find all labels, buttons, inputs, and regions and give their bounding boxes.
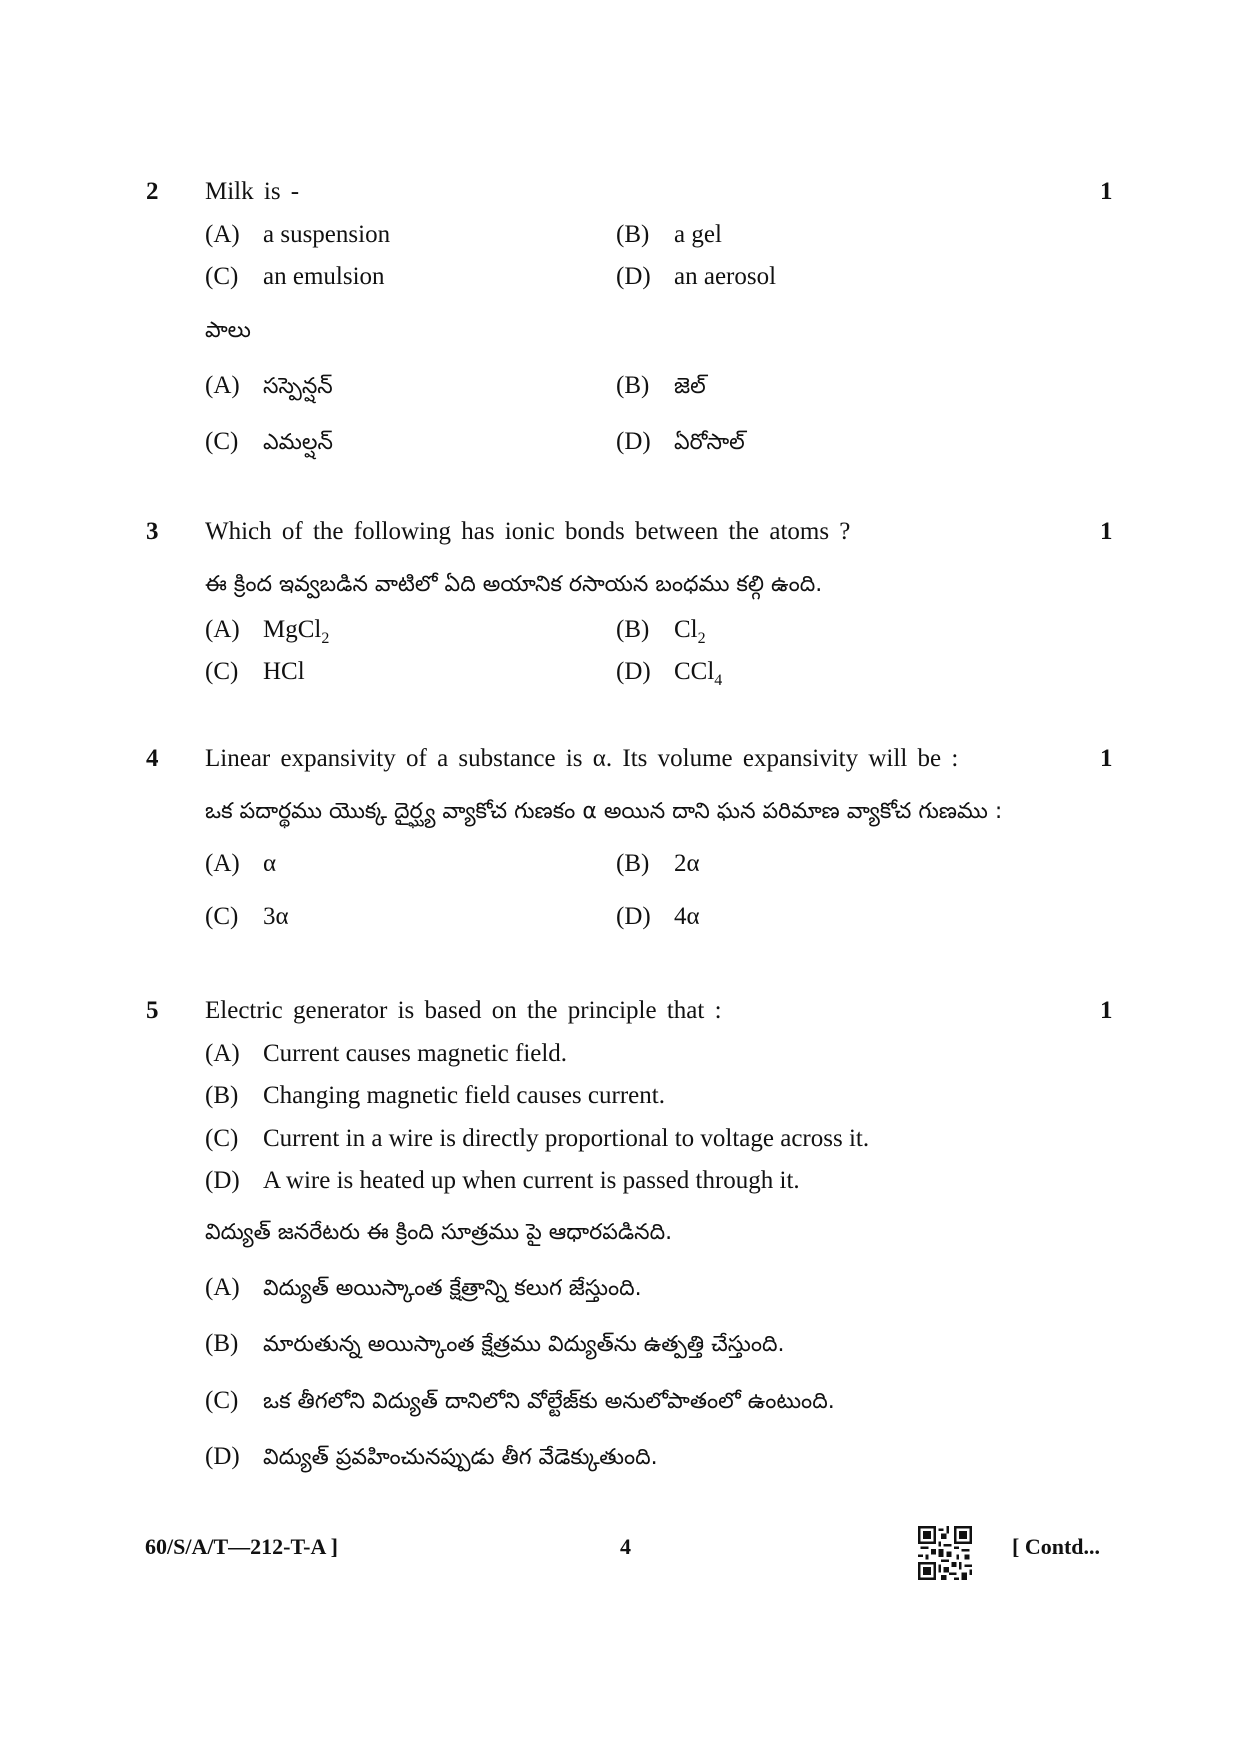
question-number: 4 (146, 745, 159, 772)
option-d-telugu: (D) విద్యుత్ ప్రవహించునప్పుడు తీగ వేడెక్కుతుంది. (205, 1443, 658, 1470)
option-a-telugu: (A) విద్యుత్ అయిస్కాంత క్షేత్రాన్ని కలుగ జేస్తుంది. (205, 1274, 642, 1301)
question-text-english: Electric generator is based on the principle that : (205, 997, 722, 1024)
question-text-english: Milk is - (205, 178, 300, 205)
option-c: (C) HCl (205, 658, 305, 685)
question-text-telugu: ఒక పదార్థము యొక్క దైర్ఘ్య వ్యాకోచ గుణకం α అయిన దాని ఘన పరిమాణ వ్యాకోచ గుణము : (205, 799, 1003, 824)
option-d: (D) 4α (616, 903, 700, 930)
paper-code: 60/S/A/T—212-T-A ] (145, 1534, 338, 1559)
question-marks: 1 (1100, 518, 1113, 545)
option-d-telugu: (D) ఏరోసాల్ (616, 428, 745, 455)
option-d-english: (D) A wire is heated up when current is passed through it. (205, 1167, 800, 1194)
option-c: (C) 3α (205, 903, 289, 930)
option-d: (D) CCl$_4$ (616, 658, 723, 689)
question-text-telugu: విద్యుత్ జనరేటరు ఈ క్రింది సూత్రము పై ఆధారపడినది. (205, 1220, 673, 1245)
question-text-telugu: పాలు (205, 318, 251, 343)
option-a-english: (A) Current causes magnetic field. (205, 1040, 568, 1067)
question-number: 3 (146, 518, 159, 545)
question-marks: 1 (1100, 997, 1113, 1024)
option-b-telugu: (B) జెల్ (616, 372, 706, 399)
question-text-english: Linear expansivity of a substance is α. Its volume expansivity will be : (205, 745, 959, 772)
option-b-english: (B) Changing magnetic field causes current. (205, 1082, 665, 1109)
option-b: (B) $Cl_2$ (616, 616, 706, 647)
question-text-english: Which of the following has ionic bonds between the atoms ? (205, 518, 851, 545)
option-c-telugu: (C) ఒక తీగలోని విద్యుత్ దానిలోని వోల్టేజ్‌కు అనులోపాతంలో ఉంటుంది. (205, 1387, 835, 1414)
option-b-telugu: (B) మారుతున్న అయిస్కాంత క్షేత్రము విద్యుత్‌ను ఉత్పత్తి చేస్తుంది. (205, 1330, 785, 1357)
option-c-english: (C) Current in a wire is directly proportional to voltage across it. (205, 1125, 870, 1152)
option-a: (A) α (205, 850, 277, 877)
option-b: (B) 2α (616, 850, 700, 877)
option-b-english: (B) a gel (616, 221, 722, 248)
question-number: 2 (146, 178, 159, 205)
page-number: 4 (620, 1534, 631, 1559)
question-marks: 1 (1100, 745, 1113, 772)
option-a-english: (A) a suspension (205, 221, 391, 248)
option-c-telugu: (C) ఎమల్షన్ (205, 428, 333, 455)
qr-code-icon (918, 1526, 972, 1580)
option-d-english: (D) an aerosol (616, 263, 777, 290)
question-marks: 1 (1100, 178, 1113, 205)
question-number: 5 (146, 997, 159, 1024)
continued-label: [ Contd... (1012, 1534, 1101, 1559)
question-text-telugu: ఈ క్రింద ఇవ్వబడిన వాటిలో ఏది అయానిక రసాయన బంధము కల్గి ఉంది. (205, 572, 823, 597)
option-a: (A) MgCl$_2$ (205, 616, 330, 647)
option-a-telugu: (A) సస్పెన్షన్ (205, 372, 333, 399)
option-c-english: (C) an emulsion (205, 263, 385, 290)
